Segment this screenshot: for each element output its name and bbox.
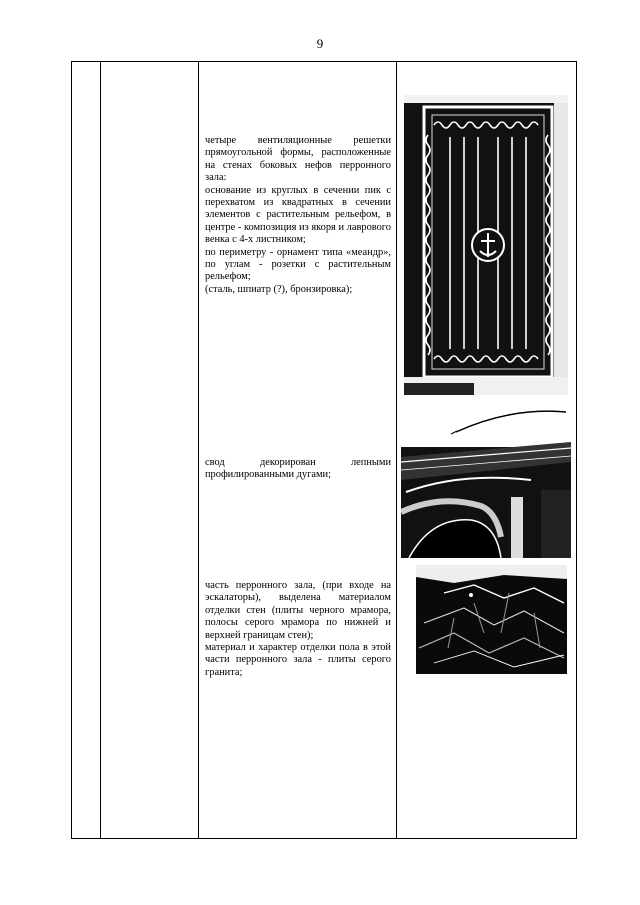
column-divider-2 <box>198 62 199 838</box>
escalator-hall-photo <box>414 563 569 676</box>
entry-1-paragraph-1: четыре вентиляционные решетки прямоугольной формы, расположенные на стенах боковых нефов перронного зала: <box>205 135 391 184</box>
entry-3-paragraph-2: материал и характер отделки пола в этой части перронного зала - плиты серого гранита; <box>205 642 391 678</box>
entry-3-description <box>205 580 391 679</box>
column-divider-3 <box>396 62 397 838</box>
vault-arches-image <box>401 402 571 558</box>
page-number: 9 <box>316 36 324 51</box>
entry-1-paragraph-4: (сталь, шпиатр (?), бронзировка); <box>205 283 353 295</box>
ventilation-grille-image <box>404 95 568 395</box>
entry-1-paragraph-3: по периметру - орнамент типа «меандр», по углам - розетки с растительным рельефом; <box>205 246 391 283</box>
ventilation-grille-photo <box>404 95 568 395</box>
column-divider-1 <box>100 62 101 838</box>
vault-arches-photo <box>401 402 571 558</box>
escalator-hall-image <box>414 563 569 676</box>
entry-1-description <box>205 135 391 296</box>
entry-2-paragraph-1: свод декорирован лепными профилированными дугами; <box>205 457 391 481</box>
entry-1-paragraph-2: основание из круглых в сечении пик с перехватом из квадратных в сечении элементов с растительным рельефом, в центре - композиция из якоря и лаврового венка с 4-х листником; <box>205 184 391 246</box>
entry-2-description <box>205 457 391 482</box>
entry-3-paragraph-1: часть перронного зала, (при входе на эскалаторы), выделена материалом отделки стен (плиты черного мрамора, полосы серого мрамора по нижней и верхней границам стен); <box>205 580 391 641</box>
